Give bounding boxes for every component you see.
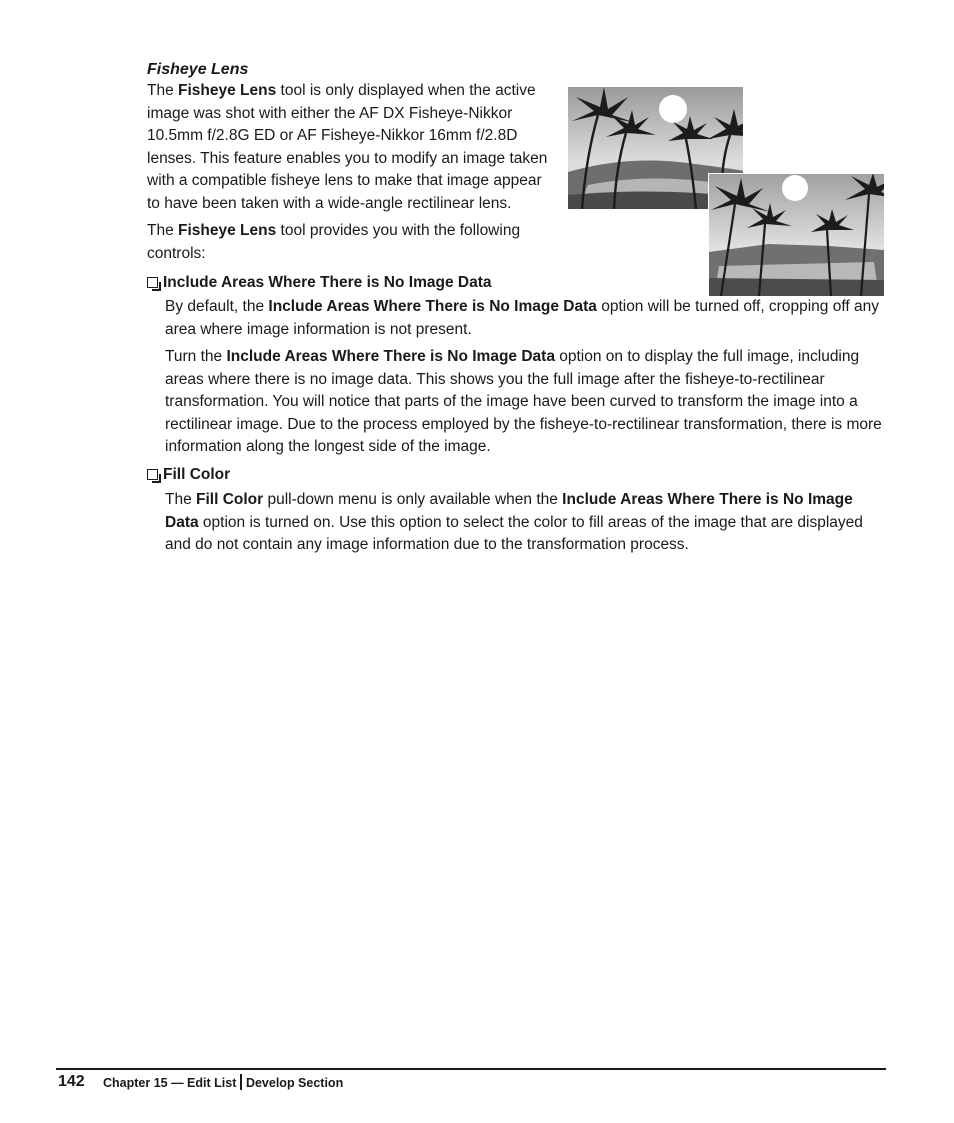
option-include-areas-paragraph-2: Turn the Include Areas Where There is No Image Data option on to display the full image, including areas where there is no image data. This shows you the full image after the fisheye-to-rectilinear transformation. You will notice that parts of the image have been curved to transform the image into a rectilinear image. Due to the process employed by the fisheye-to-rectilinear transformation, there is more information along the longest side of the image. xyxy=(165,348,882,455)
footer-chapter-label: Chapter 15 — Edit List Develop Section xyxy=(103,1076,344,1090)
section-title: Fisheye Lens xyxy=(147,61,249,78)
option-include-areas-paragraph-1: By default, the Include Areas Where There is No Image Data option will be turned off, cropping off any area where image information is not present. xyxy=(165,298,879,338)
option-fill-color-paragraph: The Fill Color pull-down menu is only available when the Include Areas Where There is No Image Data option is turned on. Use this option to select the color to fill areas of the image that are displayed and do not contain any image information due to the transformation process. xyxy=(165,491,863,553)
controls-intro-paragraph: The Fisheye Lens tool provides you with the following controls: xyxy=(147,222,521,262)
checkbox-bullet-icon xyxy=(147,469,158,480)
intro-paragraph: The Fisheye Lens tool is only displayed when the active image was shot with either the AF DX Fisheye-Nikkor 10.5mm f/2.8G ED or AF Fisheye-Nikkor 16mm f/2.8D lenses. This feature enables you to modify an image taken with a compatible fisheye lens to make that image appear to have been taken with a wide-angle rectilinear lens. xyxy=(147,82,548,212)
page-number: 142 xyxy=(58,1073,85,1090)
footer-separator xyxy=(240,1074,242,1090)
checkbox-bullet-icon xyxy=(147,277,158,288)
option-heading-include-areas: Include Areas Where There is No Image Data xyxy=(147,272,491,295)
option-heading-fill-color: Fill Color xyxy=(147,464,230,487)
rectilinear-sample-image xyxy=(709,174,884,296)
footer-divider xyxy=(56,1068,886,1070)
